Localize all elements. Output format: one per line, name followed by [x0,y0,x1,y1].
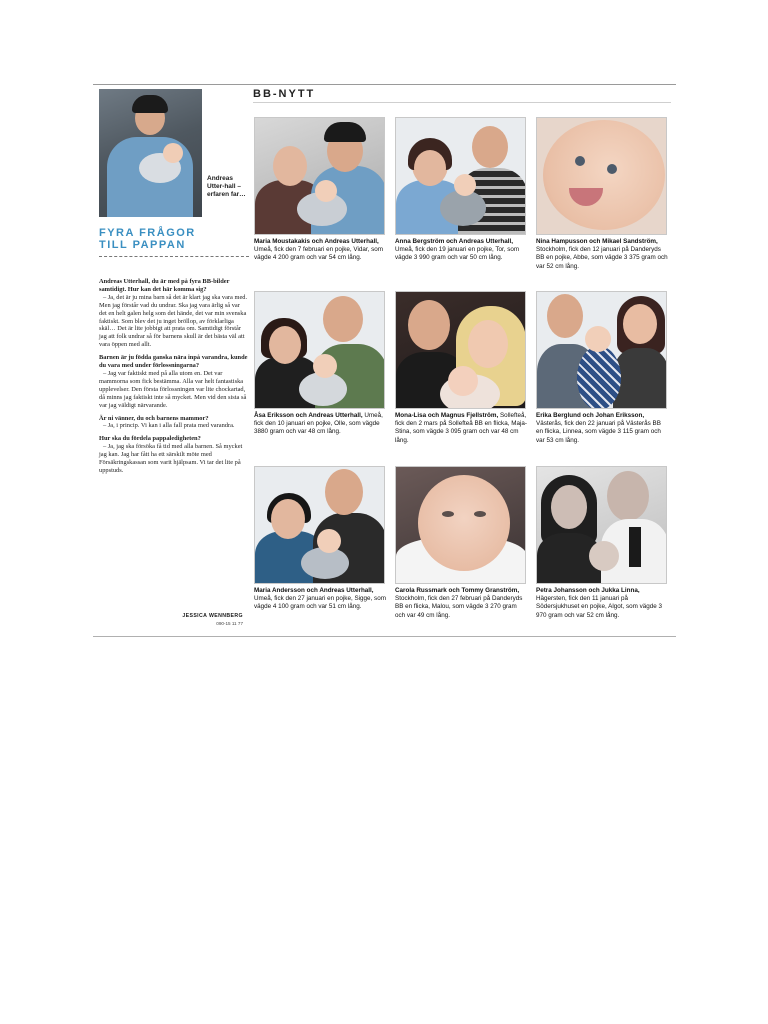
question: Barnen är ju födda ganska nära inpå varandra, kunde du vara med under förlossningarna? [99,354,248,370]
heading-rule [99,256,249,257]
birth-announcement: Åsa Eriksson och Andreas Utterhall, Umeå, fick den 10 januari en pojke, Olle, som vägde 3880 gram och var 48 cm lång. [254,291,386,437]
birth-announcement: Carola Russmark och Tommy Granström, Stockholm, fick den 27 februari på Danderyds BB en flicka, Malou, som vägde 3 270 gram och var 49 cm lång. [395,466,527,620]
interview-article [99,278,249,480]
family-photo [536,466,667,584]
answer: – Jag var faktiskt med på alla utom en. Det var mammorna som fick bestämma. Alla var helt fantastiska upplevelser. Den första förlossningen var lite chockartad, då minns jag faktiskt inte så mycket. Men vid den sista så var jag väldigt närvarande. [99,369,247,409]
birth-announcement: Erika Berglund och Johan Eriksson, Västerås, fick den 22 januari på Västerås BB en flicka, Linnea, som vägde 3 115 gram och var 53 cm lång. [536,291,668,445]
family-photo [395,117,526,235]
family-photo [536,291,667,409]
birth-announcement: Mona-Lisa och Magnus Fjellström, Sollefteå, fick den 2 mars på Sollefteå BB en flicka, Maja-Stina, som vägde 3 095 gram och var 48 cm lång. [395,291,527,445]
family-photo [254,291,385,409]
newspaper-clipping [93,84,676,637]
feature-heading: FYRA FRÅGOR TILL PAPPAN [99,227,196,251]
section-title: BB-NYTT [253,88,316,100]
family-photo [395,291,526,409]
birth-announcement: Maria Moustakakis och Andreas Utterhall, Umeå, fick den 7 februari en pojke, Vidar, som vägde 4 200 gram och var 54 cm lång. [254,117,386,263]
portrait-caption: Andreas Utter-hall – erfaren far… [207,175,246,198]
question: Andreas Utterhall, du är med på fyra BB-bilder samtidigt. Hur kan det här komma sig? [99,278,230,293]
answer: – Ja, det är ju mina barn så det är klart jag ska vara med. Men jag förstår vad du undrar. Ska jag vara ärlig så var det en helt galen helg som det hände, det var min svenska faktiskt. Som blev det ju inget bröllop, av förklarliga skäl… Det är lite jobbigt att prata om. Samtidigt förstår jag att folk undrar så för barnens skull är det bästa väl att vara öppen med allt. [99,293,248,349]
answer: – Ja, i princip. Vi kan i alla fall prata med varandra. [103,422,235,430]
byline-phone: 090-15 11 77 [216,621,243,626]
birth-announcement: Nina Hampusson och Mikael Sandström, Stockholm, fick den 12 januari på Danderyds BB en pojke, Abbe, som vägde 3 375 gram och var 52 cm lång. [536,117,668,271]
question: Hur ska du fördela pappaledigheten? [99,435,201,443]
bottom-rule [93,636,676,637]
answer: – Ja, jag ska försöka få tid med alla barnen. Så mycket jag kan. Jag har fått ha ett särskilt möte med Försäkringskassan som varit hjälpsam. Vi tar det lite på uppstuds. [99,443,243,474]
baby-photo [536,117,667,235]
family-photo [254,117,385,235]
birth-announcement: Petra Johansson och Jukka Linna, Hägersten, fick den 11 januari på Södersjukhuset en pojke, Algot, som vägde 3 970 gram och var 52 cm lång. [536,466,668,620]
top-rule [93,84,676,85]
question: Är ni vänner, du och barnens mammor? [99,414,209,422]
father-portrait-photo [99,89,202,217]
birth-announcement: Maria Andersson och Andreas Utterhall, Umeå, fick den 27 januari en pojke, Sigge, som vägde 4 100 gram och var 51 cm lång. [254,466,386,612]
family-photo [254,466,385,584]
birth-announcement: Anna Bergström och Andreas Utterhall, Umeå, fick den 19 januari en pojke, Tor, som vägde 3 990 gram och var 50 cm lång. [395,117,527,263]
byline: JESSICA WENNBERG [182,613,243,619]
baby-photo [395,466,526,584]
section-rule [253,102,671,103]
